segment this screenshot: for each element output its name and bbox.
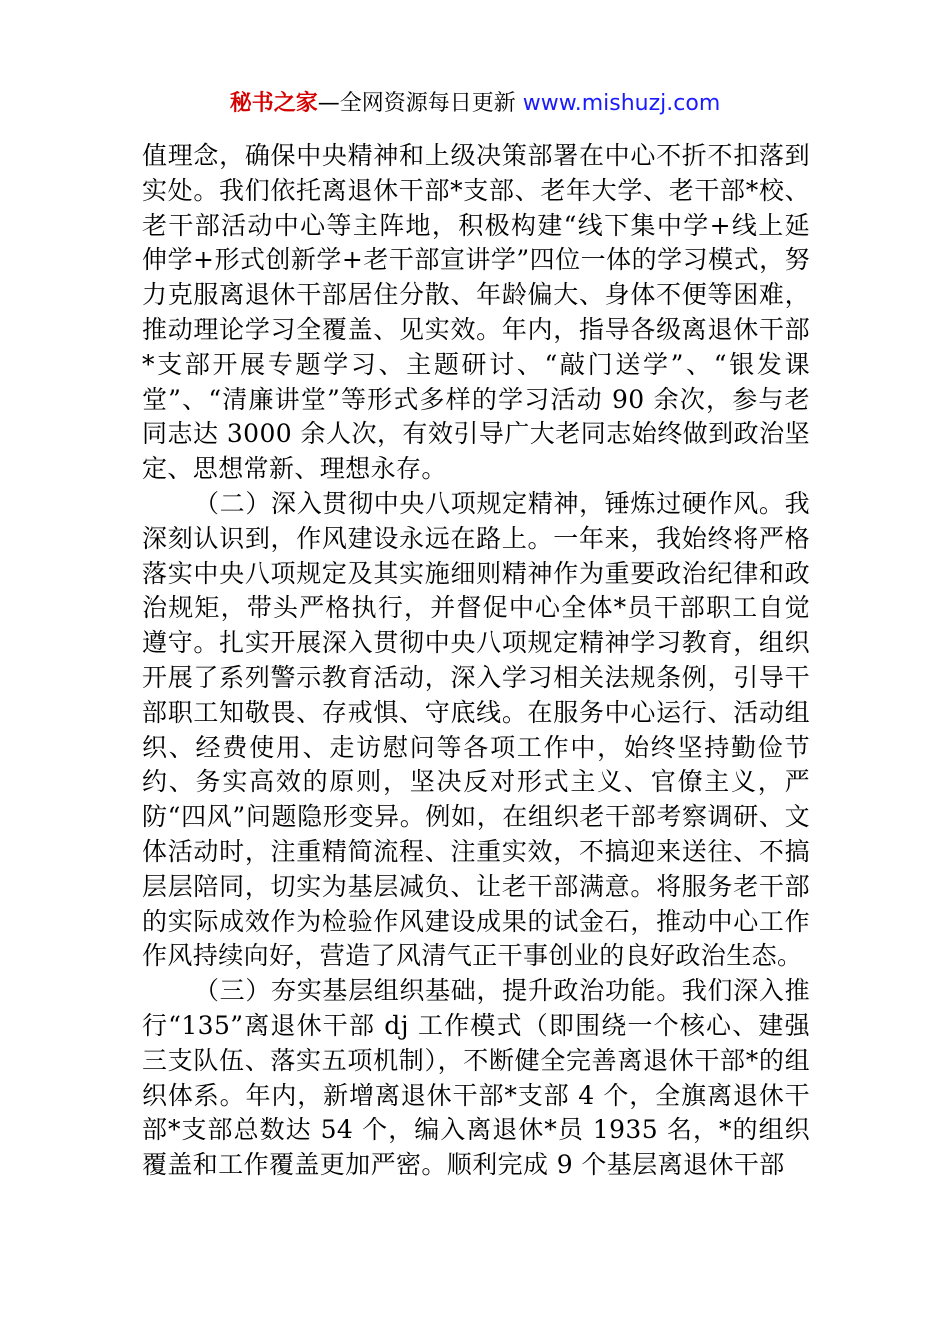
document-body — [142, 139, 810, 1183]
page-header — [0, 86, 950, 122]
site-url-link[interactable]: www.mishuzj.com — [522, 91, 721, 116]
paragraph-section-2: （二）深入贯彻中央八项规定精神，锤炼过硬作风。我深刻认识到，作风建设永远在路上。一年来，我始终将严格落实中央八项规定及其实施细则精神作为重要政治纪律和政治规矩，带头严格执行，并督促中心全体*员干部职工自觉遵守。扎实开展深入贯彻中央八项规定精神学习教育，组织开展了系列警示教育活动，深入学习相关法规条例，引导干部职工知敬畏、存戒惧、守底线。在服务中心运行、活动组织、经费使用、走访慰问等各项工作中，始终坚持勤俭节约、务实高效的原则，坚决反对形式主义、官僚主义，严防“四风”问题隐形变异。例如，在组织老干部考察调研、文体活动时，注重精简流程、注重实效，不搞迎来送往、不搞层层陪同，切实为基层减负、让老干部满意。将服务老干部的实际成效作为检验作风建设成果的试金石，推动中心工作作风持续向好，营造了风清气正干事创业的良好政治生态。 — [142, 488, 810, 971]
header-tagline: —全网资源每日更新 — [317, 91, 523, 116]
brand-name: 秘书之家 — [229, 91, 318, 116]
paragraph-continued: 值理念，确保中央精神和上级决策部署在中心不折不扣落到实处。我们依托离退休干部*支部、老年大学、老干部*校、老干部活动中心等主阵地，积极构建“线下集中学+线上延伸学+形式创新学+老干部宣讲学”四位一体的学习模式，努力克服离退休干部居住分散、年龄偏大、身体不便等困难，推动理论学习全覆盖、见实效。年内，指导各级离退休干部*支部开展专题学习、主题研讨、“敲门送学”、“银发课堂”、“清廉讲堂”等形式多样的学习活动 90 余次，参与老同志达 3000 余人次，有效引导广大老同志始终做到政治坚定、思想常新、理想永存。 — [142, 141, 810, 484]
paragraph-section-3: （三）夯实基层组织基础，提升政治功能。我们深入推行“135”离退休干部 dj 工作模式（即围绕一个核心、建强三支队伍、落实五项机制），不断健全完善离退休干部*的组织体系。年内，新增离退休干部*支部 4 个，全旗离退休干部*支部总数达 54 个，编入离退休*员 1935 名，*的组织覆盖和工作覆盖更加严密。顺利完成 9 个基层离退休干部 — [142, 976, 810, 1180]
